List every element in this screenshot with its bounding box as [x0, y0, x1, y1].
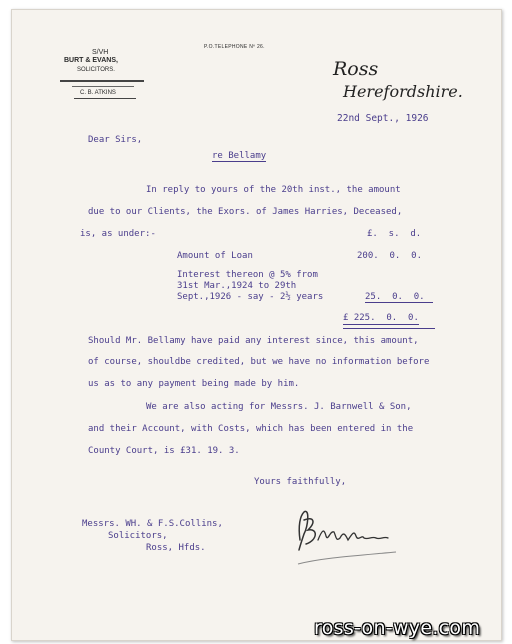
- struck-out-line: [60, 80, 144, 82]
- addressee-line1: Messrs. WH. & F.S.Collins,: [82, 519, 223, 529]
- para1-line1: In reply to yours of the 20th inst., the amount: [146, 185, 401, 195]
- para2-line3: us as to any payment being made by him.: [88, 379, 300, 389]
- letterhead-county: Herefordshire.: [343, 82, 463, 101]
- para3-line3: County Court, is £31. 19. 3.: [88, 446, 240, 456]
- addressee-line3: Ross, Hfds.: [146, 543, 206, 553]
- handwritten-signature: [292, 500, 400, 570]
- loan-amount: 200. 0. 0.: [357, 251, 423, 261]
- interest-label-line2: 31st Mar.,1924 to 29th: [177, 281, 297, 291]
- para3-line2: and their Account, with Costs, which has been entered in the: [88, 424, 414, 434]
- telephone-line: P.O.TELEPHONE Nº 26.: [204, 44, 265, 50]
- para3-line1: We are also acting for Messrs. J. Barnwell & Son,: [146, 402, 412, 412]
- para2-line2: of course, shouldbe credited, but we have no information before: [88, 357, 430, 367]
- letter-date: 22nd Sept., 1926: [337, 113, 429, 124]
- addressee-line2: Solicitors,: [108, 531, 168, 541]
- firm-name: BURT & EVANS,: [64, 57, 118, 64]
- para2-line1: Should Mr. Bellamy have paid any interest since, this amount,: [88, 336, 419, 346]
- partner-underline: [74, 98, 136, 99]
- total-double-rule: [343, 328, 435, 329]
- interest-label-line3: Sept.,1926 - say - 2½ years: [177, 292, 324, 302]
- para1-line2: due to our Clients, the Exors. of James Harries, Deceased,: [88, 207, 403, 217]
- currency-header: £. s. d.: [367, 229, 422, 239]
- closing: Yours faithfully,: [254, 477, 347, 487]
- partner-name: C. B. ATKINS: [80, 90, 116, 96]
- interest-label-line1: Interest thereon @ 5% from: [177, 270, 318, 280]
- site-watermark: ross-on-wye.com: [314, 617, 481, 639]
- reference-initials: S/VH: [92, 49, 109, 56]
- schedule-total: £ 225. 0. 0.: [343, 313, 419, 323]
- interest-amount: 25. 0. 0.: [365, 292, 433, 303]
- para1-line3: is, as under:-: [80, 229, 156, 239]
- firm-role: SOLICITORS.: [77, 67, 115, 73]
- salutation: Dear Sirs,: [88, 135, 143, 145]
- struck-out-line-2: [72, 86, 134, 87]
- subject-line: re Bellamy: [212, 151, 267, 161]
- letter-paper: [11, 9, 502, 641]
- loan-label: Amount of Loan: [177, 251, 253, 261]
- letterhead-town: Ross: [333, 58, 379, 80]
